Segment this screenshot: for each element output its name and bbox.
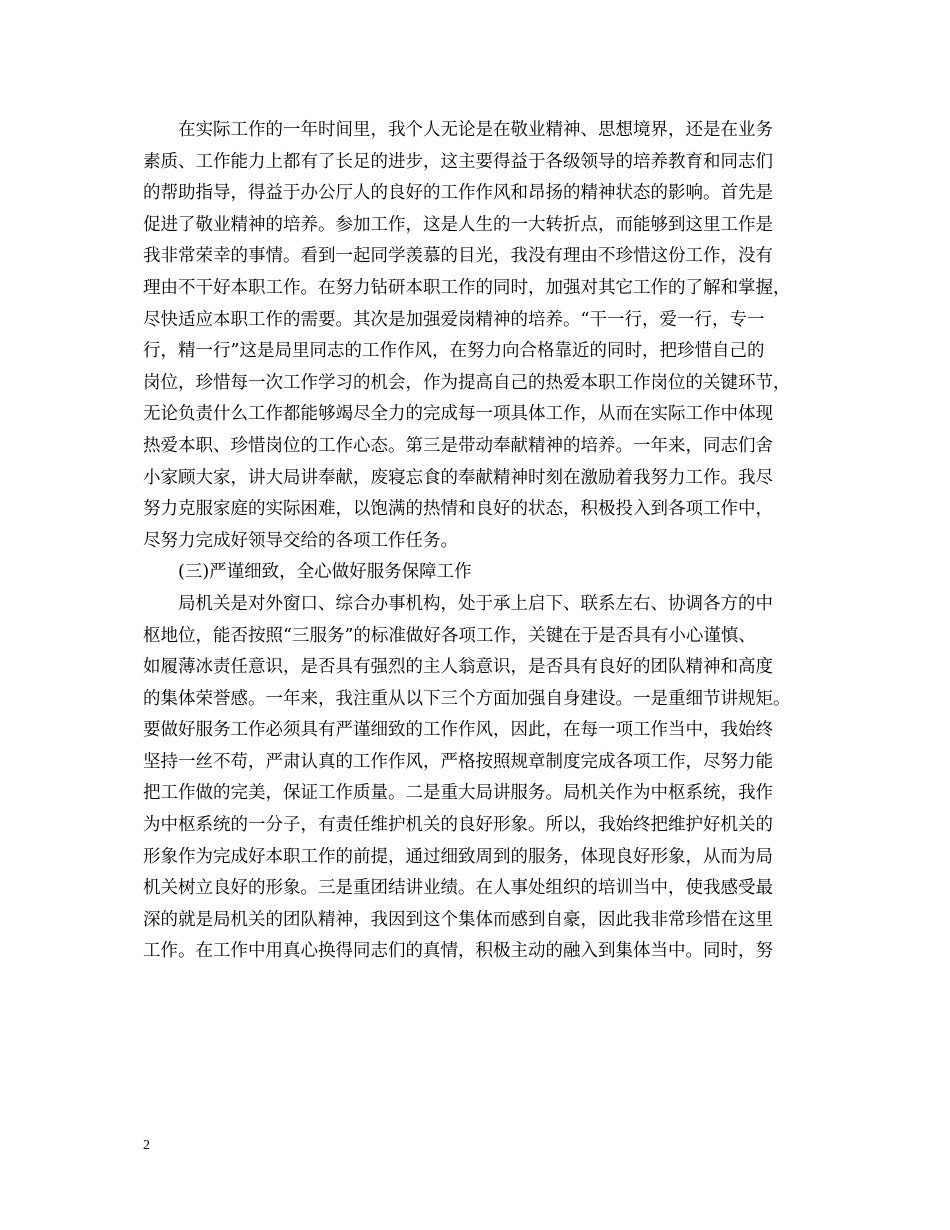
section-heading: (三)严谨细致，全心做好服务保障工作 [178, 562, 472, 583]
paragraph-line: 尽快适应本职工作的需要。其次是加强爱岗精神的培养。“干一行，爱一行，专一 [143, 309, 765, 330]
paragraph-line: 促进了敬业精神的培养。参加工作，这是人生的一大转折点，而能够到这里工作是 [143, 214, 773, 235]
paragraph-line: 形象作为完成好本职工作的前提，通过细致周到的服务，体现良好形象，从而为局 [143, 846, 773, 867]
paragraph-line: 把工作做的完美，保证工作质量。二是重大局讲服务。局机关作为中枢系统，我作 [143, 783, 773, 804]
body-text [143, 115, 833, 968]
paragraph-line: 小家顾大家，讲大局讲奉献，废寝忘食的奉献精神时刻在激励着我努力工作。我尽 [143, 467, 773, 488]
paragraph-line: 岗位，珍惜每一次工作学习的机会，作为提高自己的热爱本职工作岗位的关键环节， [143, 372, 791, 393]
paragraph-line: 局机关是对外窗口、综合办事机构，处于承上启下、联系左右、协调各方的中 [178, 593, 773, 614]
paragraph-line: 枢地位，能否按照“三服务”的标准做好各项工作，关键在于是否具有小心谨慎、 [143, 625, 756, 646]
paragraph-line: 的帮助指导，得益于办公厅人的良好的工作作风和昂扬的精神状态的影响。首先是 [143, 183, 773, 204]
paragraph-line: 我非常荣幸的事情。看到一起同学羡慕的目光，我没有理由不珍惜这份工作，没有 [143, 246, 773, 267]
paragraph-line: 工作。在工作中用真心换得同志们的真情，积极主动的融入到集体当中。同时，努 [143, 941, 773, 962]
paragraph-line: 如履薄冰责任意识，是否具有强烈的主人翁意识，是否具有良好的团队精神和高度 [143, 657, 773, 678]
paragraph-line: 的集体荣誉感。一年来，我注重从以下三个方面加强自身建设。一是重细节讲规矩。 [143, 688, 791, 709]
paragraph-line: 为中枢系统的一分子，有责任维护机关的良好形象。所以，我始终把维护好机关的 [143, 815, 773, 836]
paragraph-line: 要做好服务工作必须具有严谨细致的工作作风，因此，在每一项工作当中，我始终 [143, 720, 773, 741]
paragraph-line: 在实际工作的一年时间里，我个人无论是在敬业精神、思想境界，还是在业务 [178, 120, 773, 140]
paragraph-line: 理由不干好本职工作。在努力钻研本职工作的同时，加强对其它工作的了解和掌握， [143, 277, 791, 298]
paragraph-line: 尽努力完成好领导交给的各项工作任务。 [143, 530, 458, 551]
paragraph-line: 机关树立良好的形象。三是重团结讲业绩。在人事处组织的培训当中，使我感受最 [143, 878, 773, 899]
paragraph-line: 无论负责什么工作都能够竭尽全力的完成每一项具体工作，从而在实际工作中体现 [143, 404, 773, 425]
paragraph-line: 深的就是局机关的团队精神，我因到这个集体而感到自豪，因此我非常珍惜在这里 [143, 909, 773, 930]
paragraph-line: 热爱本职、珍惜岗位的工作心态。第三是带动奉献精神的培养。一年来，同志们舍 [143, 435, 773, 456]
paragraph-line: 行，精一行”这是局里同志的工作作风，在努力向合格靠近的同时，把珍惜自己的 [143, 341, 765, 362]
page-number: 2 [143, 1138, 150, 1153]
paragraph-line: 坚持一丝不苟，严肃认真的工作作风，严格按照规章制度完成各项工作，尽努力能 [143, 751, 773, 772]
paragraph-line: 努力克服家庭的实际困难，以饱满的热情和良好的状态，积极投入到各项工作中， [143, 499, 773, 520]
paragraph-line: 素质、工作能力上都有了长足的进步，这主要得益于各级领导的培养教育和同志们 [143, 151, 773, 172]
